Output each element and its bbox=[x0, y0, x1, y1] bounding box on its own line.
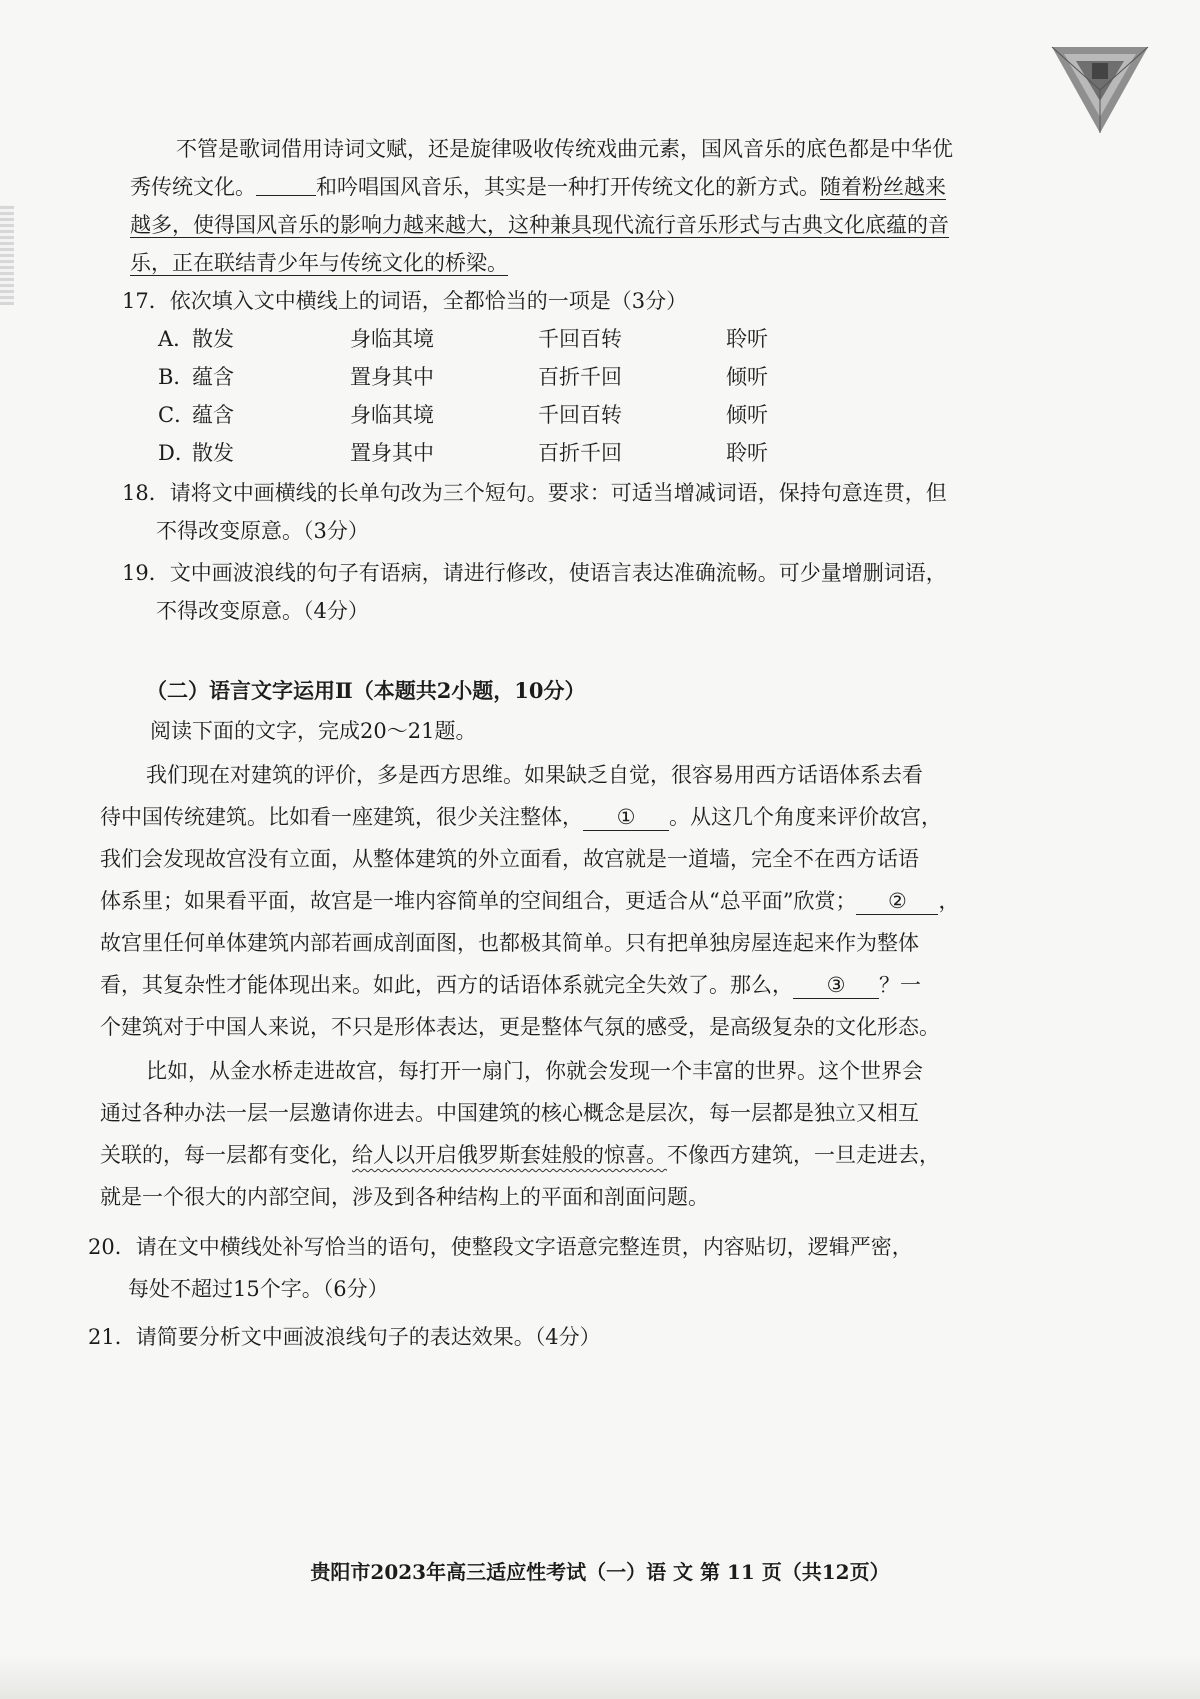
option-word: 蕴含 bbox=[192, 365, 234, 389]
passage2-line: 我们会发现故宫没有立面，从整体建筑的外立面看，故宫就是一道墙，完全不在西方话语 bbox=[100, 847, 919, 871]
passage2-line bbox=[100, 802, 942, 832]
text-segment: 和吟唱国风音乐，其实是一种打开传统文化的新方式。 bbox=[316, 175, 820, 199]
text-segment: 。从这几个角度来评价故宫， bbox=[669, 805, 942, 829]
option-word: 散发 bbox=[192, 441, 234, 465]
option-word: 聆听 bbox=[726, 327, 768, 351]
question-18-stem: 18．请将文中画横线的长单句改为三个短句。要求：可适当增减词语，保持句意连贯，但 bbox=[122, 481, 947, 505]
option-word: 身临其境 bbox=[350, 403, 434, 427]
text-segment: 待中国传统建筑。比如看一座建筑，很少关注整体， bbox=[100, 805, 583, 829]
section-instruction: 阅读下面的文字，完成20～21题。 bbox=[150, 719, 477, 743]
passage2-line bbox=[100, 1140, 940, 1170]
fill-blank bbox=[256, 173, 316, 196]
question-19-stem: 19．文中画波浪线的句子有语病，请进行修改，使语言表达准确流畅。可少量增删词语， bbox=[122, 561, 947, 585]
page-footer: 贵阳市2023年高三适应性考试（一）语 文 第 11 页（共12页） bbox=[310, 1560, 890, 1584]
text-segment: 秀传统文化。 bbox=[130, 175, 256, 199]
watermark-logo-icon bbox=[1050, 45, 1150, 135]
passage2-line bbox=[100, 970, 921, 1000]
answer-blank-3: ③ bbox=[793, 972, 879, 999]
passage1-line bbox=[130, 172, 946, 202]
text-segment: 不像西方建筑，一旦走进去， bbox=[667, 1143, 940, 1167]
text-segment: 体系里；如果看平面，故宫是一堆内容简单的空间组合，更适合从“总平面”欣赏； bbox=[100, 889, 857, 913]
option-word: 聆听 bbox=[726, 441, 768, 465]
option-label: B． bbox=[158, 365, 195, 389]
section-title: （二）语言文字运用Ⅱ（本题共2小题，10分） bbox=[146, 678, 586, 703]
passage2-line: 我们现在对建筑的评价，多是西方思维。如果缺乏自觉，很容易用西方话语体系去看 bbox=[146, 763, 923, 787]
question-21-stem: 21．请简要分析文中画波浪线句子的表达效果。（4分） bbox=[88, 1325, 601, 1349]
scan-bottom-band bbox=[0, 1655, 1200, 1699]
option-word: 百折千回 bbox=[538, 441, 622, 465]
passage2-line: 比如，从金水桥走进故宫，每打开一扇门，你就会发现一个丰富的世界。这个世界会 bbox=[146, 1059, 923, 1083]
option-label: D． bbox=[158, 441, 196, 465]
question-17-stem: 17．依次填入文中横线上的词语，全都恰当的一项是（3分） bbox=[122, 289, 688, 313]
passage2-line: 故宫里任何单体建筑内部若画成剖面图，也都极其简单。只有把单独房屋连起来作为整体 bbox=[100, 931, 919, 955]
underlined-sentence: 随着粉丝越来 bbox=[820, 175, 946, 199]
text-segment: 关联的，每一层都有变化， bbox=[100, 1143, 352, 1167]
answer-blank-1: ① bbox=[583, 804, 669, 831]
option-word: 蕴含 bbox=[192, 403, 234, 427]
question-18-stem: 不得改变原意。（3分） bbox=[156, 519, 369, 543]
wavy-underlined-sentence: 给人以开启俄罗斯套娃般的惊喜。 bbox=[352, 1143, 667, 1167]
question-20-stem: 20．请在文中横线处补写恰当的语句，使整段文字语意完整连贯，内容贴切，逻辑严密， bbox=[88, 1235, 913, 1259]
passage2-line bbox=[100, 886, 959, 916]
option-label: A． bbox=[158, 327, 195, 351]
text-segment: ， bbox=[938, 889, 960, 913]
option-word: 身临其境 bbox=[350, 327, 434, 351]
passage2-line: 就是一个很大的内部空间，涉及到各种结构上的平面和剖面问题。 bbox=[100, 1185, 709, 1209]
answer-blank-2: ② bbox=[856, 888, 938, 915]
option-word: 倾听 bbox=[726, 403, 768, 427]
option-word: 散发 bbox=[192, 327, 234, 351]
option-word: 倾听 bbox=[726, 365, 768, 389]
passage2-line: 个建筑对于中国人来说，不只是形体表达，更是整体气氛的感受，是高级复杂的文化形态。 bbox=[100, 1015, 940, 1039]
option-label: C． bbox=[158, 403, 196, 427]
passage1-line: 不管是歌词借用诗词文赋，还是旋律吸收传统戏曲元素，国风音乐的底色都是中华优 bbox=[176, 137, 953, 161]
question-20-stem: 每处不超过15个字。（6分） bbox=[128, 1277, 389, 1301]
question-19-stem: 不得改变原意。（4分） bbox=[156, 599, 369, 623]
text-segment: ？一 bbox=[879, 973, 921, 997]
passage2-line: 通过各种办法一层一层邀请你进去。中国建筑的核心概念是层次，每一层都是独立又相互 bbox=[100, 1101, 919, 1125]
underlined-sentence: 乐，正在联结青少年与传统文化的桥梁。 bbox=[130, 251, 508, 275]
passage1-line bbox=[130, 210, 949, 240]
passage1-line bbox=[130, 248, 508, 278]
option-word: 百折千回 bbox=[538, 365, 622, 389]
option-word: 置身其中 bbox=[350, 441, 434, 465]
text-segment: 看，其复杂性才能体现出来。如此，西方的话语体系就完全失效了。那么， bbox=[100, 973, 793, 997]
option-word: 千回百转 bbox=[538, 327, 622, 351]
scan-edge-mark bbox=[0, 205, 14, 305]
option-word: 置身其中 bbox=[350, 365, 434, 389]
underlined-sentence: 越多，使得国风音乐的影响力越来越大，这种兼具现代流行音乐形式与古典文化底蕴的音 bbox=[130, 213, 949, 237]
option-word: 千回百转 bbox=[538, 403, 622, 427]
